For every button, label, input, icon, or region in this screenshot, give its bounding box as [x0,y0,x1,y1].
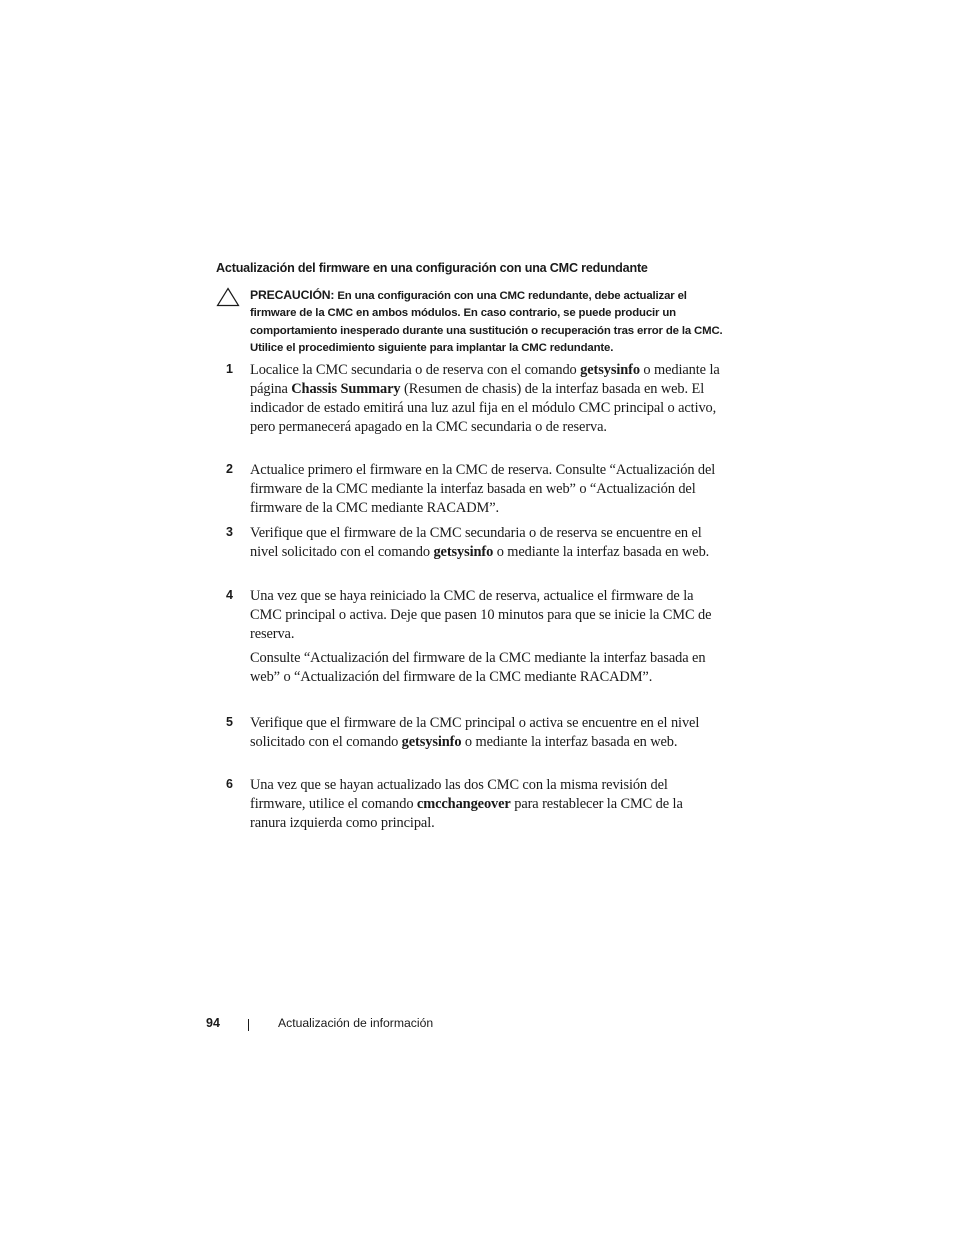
command-name: getsysinfo [433,544,494,560]
caution-text [250,287,730,357]
page-name: Chassis Summary [291,381,401,397]
text-run: (Resumen de chasis) de la interfaz basada en web. El indicador de estado emitirá una luz azul fija en el módulo CMC principal o activo, pero permanecerá apagado en la CMC secundaria o de reserva. [250,381,717,435]
text-run: Verifique que el firmware de la CMC secundaria o de reserva se encuentre en el nivel solicitado con el comando [250,525,702,560]
step-text [250,714,722,752]
step-number: 2 [226,462,233,476]
page-footer [0,1016,954,1036]
text-run: Una vez que se hayan actualizado las dos CMC con la misma revisión del firmware, utilice el comando [250,777,668,812]
text-run: o mediante la interfaz basada en web. [493,544,710,560]
step-number: 4 [226,588,233,602]
chapter-title: Actualización de información [278,1016,434,1030]
step-text: Actualice primero el firmware en la CMC de reserva. Consulte “Actualización del firmware de la CMC mediante la interfaz basada en web” o “Actualización del firmware de la CMC mediante RACADM”. [250,462,716,516]
step-number: 3 [226,525,233,539]
text-run: Localice la CMC secundaria o de reserva con el comando [250,362,581,378]
caution-label: PRECAUCIÓN: [250,288,335,302]
command-name: cmcchangeover [416,796,511,812]
command-name: getsysinfo [401,734,462,750]
warning-triangle-icon [216,287,240,307]
section-heading: Actualización del firmware en una configuración con una CMC redundante [216,261,648,275]
step-number: 1 [226,362,233,376]
text-run: o mediante la página [250,362,720,397]
step-number: 6 [226,777,233,791]
step-text [250,776,722,833]
text-run: para restablecer la CMC de la ranura izquierda como principal. [250,796,683,831]
step-number: 5 [226,715,233,729]
step-text [250,524,722,562]
step-text [250,361,722,437]
text-run: o mediante la interfaz basada en web. [461,734,678,750]
footer-divider [248,1019,249,1031]
step-text: Una vez que se haya reiniciado la CMC de reserva, actualice el firmware de la CMC principal o activa. Deje que pasen 10 minutos para que se inicie la CMC de reserva. [250,588,712,642]
page-number: 94 [206,1016,220,1030]
step-continuation: Consulte “Actualización del firmware de la CMC mediante la interfaz basada en web” o “Actualización del firmware de la CMC mediante RACADM”. [250,650,706,685]
text-run: Verifique que el firmware de la CMC principal o activa se encuentre en el nivel solicitado con el comando [250,715,700,750]
command-name: getsysinfo [580,362,640,378]
caution-body: En una configuración con una CMC redundante, debe actualizar el firmware de la CMC en ambos módulos. En caso contrario, se puede producir un comportamiento inesperado durante una sustitución o recuperación tras error de la CMC. Utilice el procedimiento siguiente para implantar la CMC redundante. [250,290,723,354]
